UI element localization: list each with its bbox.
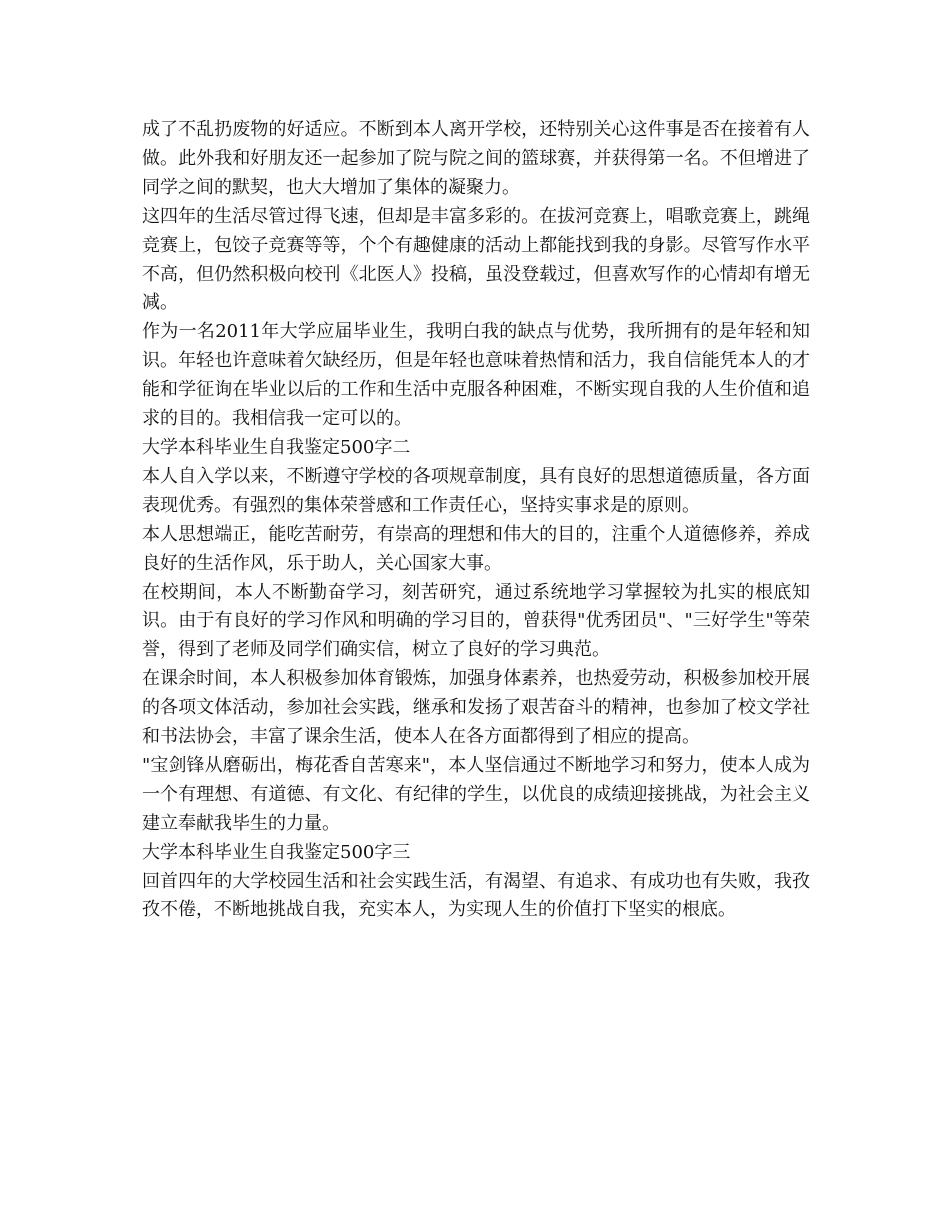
- paragraph-2: 这四年的生活尽管过得飞速，但却是丰富多彩的。在拔河竞赛上，唱歌竞赛上，跳绳竞赛上，包饺子竞赛等等，个个有趣健康的活动上都能找到我的身影。尽管写作水平不高，但仍然积极向校刊《北医人》投稿，虽没登载过，但喜欢写作的心情却有增无减。: [142, 205, 810, 314]
- section-heading-3: 大学本科毕业生自我鉴定500字三: [142, 841, 411, 863]
- paragraph-8: "宝剑锋从磨砺出，梅花香自苦寒来"，本人坚信通过不断地学习和努力，使本人成为一个有理想、有道德、有文化、有纪律的学生，以优良的成绩迎接挑战，为社会主义建立奉献我毕生的力量。: [142, 754, 810, 834]
- paragraph-4: 本人自入学以来，不断遵守学校的各项规章制度，具有良好的思想道德质量，各方面表现优秀。有强烈的集体荣誉感和工作责任心，坚持实事求是的原则。: [142, 465, 810, 516]
- section-heading-2: 大学本科毕业生自我鉴定500字二: [142, 436, 411, 458]
- paragraph-9: 回首四年的大学校园生活和社会实践生活，有渴望、有追求、有成功也有失败，我孜孜不倦，不断地挑战自我，充实本人，为实现人生的价值打下坚实的根底。: [142, 870, 810, 921]
- paragraph-7: 在课余时间，本人积极参加体育锻炼，加强身体素养，也热爱劳动，积极参加校开展的各项文体活动，参加社会实践，继承和发扬了艰苦奋斗的精神，也参加了校文学社和书法协会，丰富了课余生活，使本人在各方面都得到了相应的提高。: [142, 668, 810, 748]
- paragraph-5: 本人思想端正，能吃苦耐劳，有崇高的理想和伟大的目的，注重个人道德修养，养成良好的生活作风，乐于助人，关心国家大事。: [142, 523, 810, 574]
- paragraph-6: 在校期间，本人不断勤奋学习，刻苦研究，通过系统地学习掌握较为扎实的根底知识。由于有良好的学习作风和明确的学习目的，曾获得"优秀团员"、"三好学生"等荣誉，得到了老师及同学们确实信，树立了良好的学习典范。: [142, 581, 810, 661]
- paragraph-3: 作为一名2011年大学应届毕业生，我明白我的缺点与优势，我所拥有的是年轻和知识。年轻也许意味着欠缺经历，但是年轻也意味着热情和活力，我自信能凭本人的才能和学征询在毕业以后的工作和生活中克服各种困难，不断实现自我的人生价值和追求的目的。我相信我一定可以的。: [142, 321, 810, 430]
- document-body: [142, 116, 810, 925]
- paragraph-1: 成了不乱扔废物的好适应。不断到本人离开学校，还特别关心这件事是否在接着有人做。此外我和好朋友还一起参加了院与院之间的篮球赛，并获得第一名。不但增进了同学之间的默契，也大大增加了集体的凝聚力。: [142, 119, 810, 198]
